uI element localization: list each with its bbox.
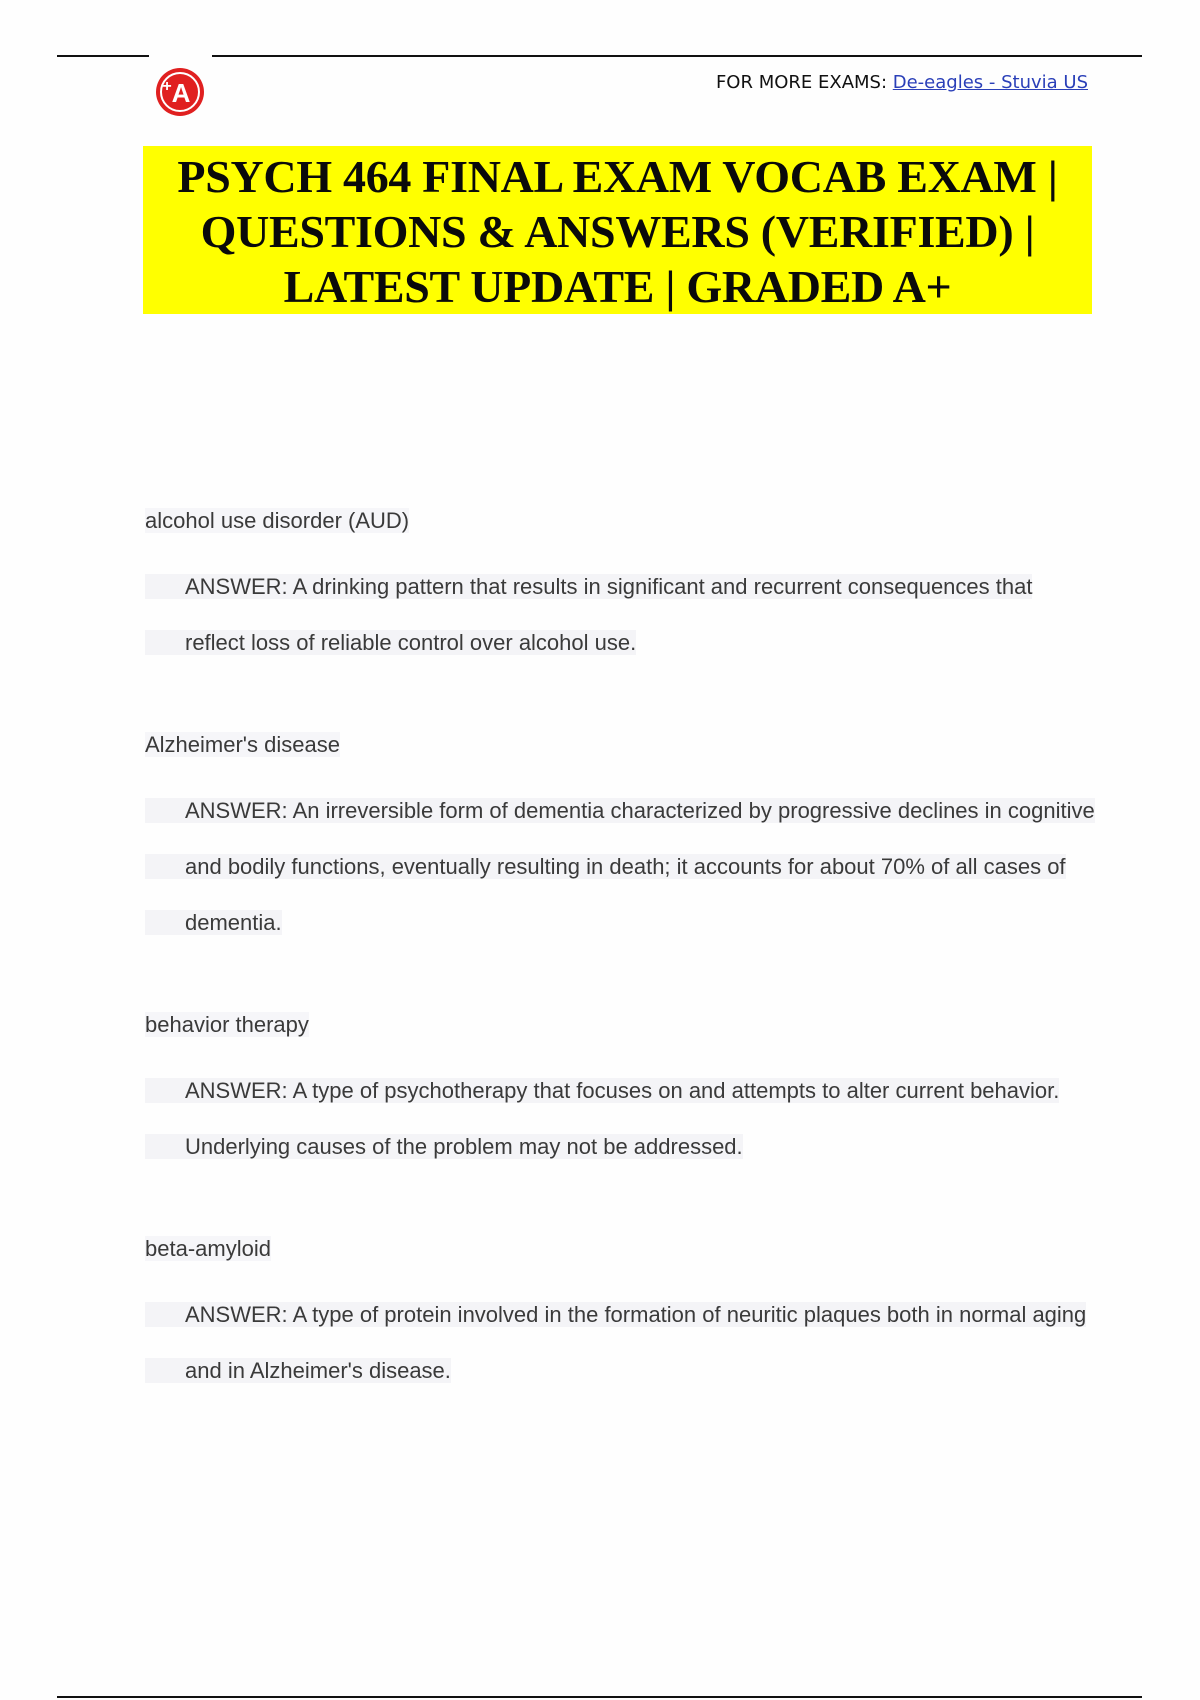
title-line: QUESTIONS & ANSWERS (VERIFIED) | <box>200 206 1035 257</box>
title-line: LATEST UPDATE | GRADED A+ <box>283 261 952 312</box>
vocab-answer: ANSWER: A type of protein involved in the formation of neuritic plaques both in normal aging and in Alzheimer's disease. <box>145 1302 1086 1383</box>
header-note <box>716 72 1088 93</box>
vocab-entry <box>145 503 1095 671</box>
vocab-entry <box>145 1231 1095 1399</box>
vocab-answer: ANSWER: An irreversible form of dementia characterized by progressive declines in cognitive and bodily functions, eventually resulting in death; it accounts for about 70% of all cases of dementia. <box>145 798 1095 935</box>
bottom-rule <box>57 1696 1142 1698</box>
store-link[interactable]: De-eagles - Stuvia US <box>892 72 1088 93</box>
vocab-term: Alzheimer's disease <box>145 732 340 757</box>
logo-icon <box>154 66 206 118</box>
vocab-entry <box>145 1007 1095 1175</box>
vocab-answer: ANSWER: A drinking pattern that results in significant and recurrent consequences that reflect loss of reliable control over alcohol use. <box>145 574 1032 655</box>
top-rule <box>57 55 149 57</box>
vocab-term: behavior therapy <box>145 1012 309 1037</box>
header-note-label: FOR MORE EXAMS: <box>715 72 893 93</box>
vocab-answer: ANSWER: A type of psychotherapy that focuses on and attempts to alter current behavior. Underlying causes of the problem may not be addressed. <box>145 1078 1059 1159</box>
vocab-list <box>145 503 1095 1455</box>
vocab-entry <box>145 727 1095 951</box>
svg-text:+: + <box>162 78 172 95</box>
vocab-term: beta-amyloid <box>145 1236 271 1261</box>
title-line: PSYCH 464 FINAL EXAM VOCAB EXAM | <box>177 151 1058 202</box>
top-rule <box>212 55 1142 57</box>
svg-text:A: A <box>171 78 191 108</box>
document-title <box>143 149 1092 314</box>
vocab-term: alcohol use disorder (AUD) <box>145 508 410 533</box>
